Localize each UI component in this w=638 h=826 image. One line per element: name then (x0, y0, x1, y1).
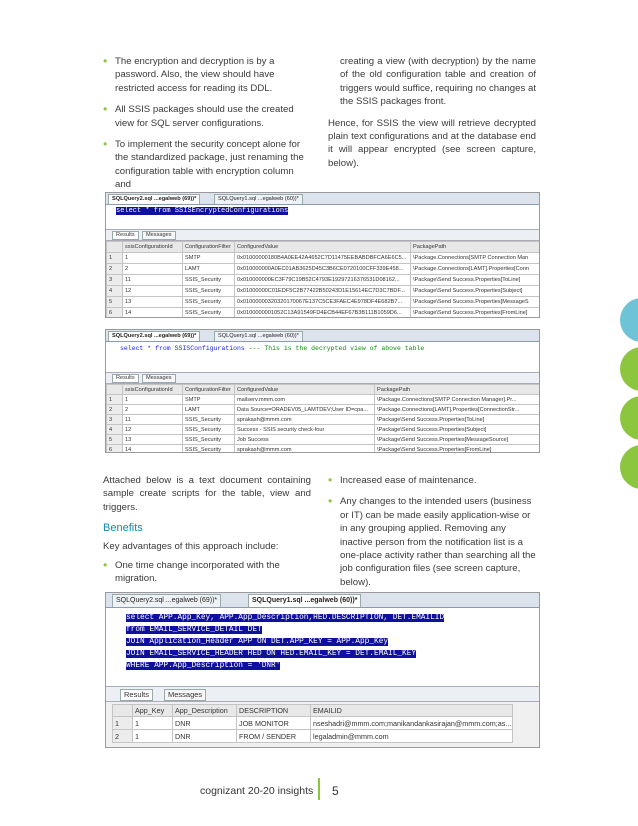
grid-cell[interactable]: 0x010000000EC3F79C19B52C4793E19297216376531D08162... (235, 275, 411, 286)
query-tabbar (106, 330, 539, 342)
results-grid (106, 384, 540, 453)
row-number: 2 (107, 264, 123, 275)
table-row[interactable] (107, 275, 540, 286)
grid-cell[interactable]: SMTP (183, 395, 235, 405)
results-grid (106, 241, 540, 318)
grid-cell[interactable]: \Package\Send Success.Properties[FromLine] (375, 445, 540, 454)
grid-cell[interactable]: \Package.Connections[SMTP Connection Manager].Pr... (375, 395, 540, 405)
sql-line: select * from SSISEncryptedConfigurations (116, 207, 289, 215)
grid-cell[interactable]: SSIS_Security (183, 445, 235, 454)
query-tabbar (106, 193, 539, 205)
row-number: 2 (107, 405, 123, 415)
grid-cell[interactable]: \Package\Send Success.Properties[Subject] (375, 425, 540, 435)
grid-cell[interactable]: 0x0100000001052C13A91549FD4ECB44EF67B3B111B1059D6... (235, 308, 411, 319)
grid-header[interactable]: EMAILID (311, 705, 513, 717)
sql-line: from EMAIL_SERVICE_DETAIL DET (126, 626, 262, 634)
grid-cell[interactable]: \Package\Send Success.Properties[ToLine] (411, 275, 540, 286)
row-number: 5 (107, 435, 123, 445)
grid-cell[interactable]: mailserv.mmm.com (235, 395, 375, 405)
grid-header[interactable]: PackagePath (411, 242, 540, 253)
grid-cell[interactable]: SSIS_Security (183, 308, 235, 319)
results-tab[interactable]: Results (112, 231, 139, 240)
bullet-ssis-view: • All SSIS packages should use the created view for SQL server configurations. (103, 103, 311, 130)
grid-cell[interactable]: FROM / SENDER (237, 730, 311, 743)
grid-cell[interactable]: 1 (123, 253, 183, 264)
tab-sqlquery2[interactable]: SQLQuery2.sql ...egalweb (69))* (112, 594, 221, 607)
row-number: 5 (107, 297, 123, 308)
grid-header[interactable]: DESCRIPTION (237, 705, 311, 717)
grid-cell[interactable]: 1 (133, 730, 173, 743)
row-number: 1 (107, 253, 123, 264)
table-row[interactable] (107, 297, 540, 308)
footer-brand: cognizant 20-20 insights (200, 785, 314, 797)
row-number: 6 (107, 445, 123, 454)
grid-cell[interactable]: DNR (173, 717, 237, 730)
table-row[interactable] (113, 717, 513, 730)
grid-cell[interactable]: LAMT (183, 405, 235, 415)
grid-header-rownum (107, 242, 123, 253)
grid-cell[interactable]: 12 (123, 425, 183, 435)
grid-cell[interactable]: 11 (123, 275, 183, 286)
side-circle-green-1 (620, 347, 638, 391)
table-row[interactable] (107, 264, 540, 275)
grid-cell[interactable]: 14 (123, 308, 183, 319)
footer-divider (318, 778, 320, 800)
tab-sqlquery2[interactable]: SQLQuery2.sql ...egalweb (69))* (108, 194, 200, 204)
attached-doc-paragraph: Attached below is a text document containing sample create scripts for the table, view and triggers. (103, 475, 311, 513)
top-left-column (103, 55, 311, 200)
grid-cell[interactable]: SSIS_Security (183, 286, 235, 297)
bullet-continuation: creating a view (with decryption) by the name of the old configuration table and creation of triggers would suffice, requiring no changes at the SSIS packages front. (340, 56, 536, 108)
ssis-view-paragraph: Hence, for SSIS the view will retrieve decrypted plain text configurations and at the database end it will appear encrypted (see screen capture, below). (328, 117, 536, 169)
results-tab[interactable]: Results (120, 689, 153, 701)
bullet-security-concept: • To implement the security concept alone for the standardized package, just renaming the configuration table with encryption column and (103, 138, 311, 192)
screenshot-decrypted-query (105, 329, 540, 453)
grid-cell[interactable]: 0x01000000180B4A0EE42A4652C7D11475EEBABDBFCA6E6C5... (235, 253, 411, 264)
grid-cell[interactable]: 2 (123, 264, 183, 275)
row-number: 1 (113, 717, 133, 730)
results-tabbar (106, 372, 539, 384)
bullet-ease-maintenance: • Increased ease of maintenance. (328, 474, 536, 487)
sql-line: select APP.App_Key, APP.App_Description,HED.DESCRIPTION, DET.EMAILID (126, 614, 445, 622)
grid-cell[interactable]: Job Success (235, 435, 375, 445)
grid-cell[interactable]: sprakash@mmm.com (235, 415, 375, 425)
messages-tab[interactable]: Messages (142, 231, 176, 240)
page-number: 5 (332, 784, 339, 798)
grid-cell[interactable]: 0x010000000A0EC01AB3625D45C3B6CE0720100CFF339E458... (235, 264, 411, 275)
table-row[interactable] (107, 308, 540, 319)
messages-tab[interactable]: Messages (164, 689, 206, 701)
grid-cell[interactable]: \Package\Send Success.Properties[Subject] (411, 286, 540, 297)
grid-cell[interactable]: nseshadri@mmm.com;manikandankasirajan@mmm.com;as... (311, 717, 513, 730)
grid-cell[interactable]: SSIS_Security (183, 425, 235, 435)
grid-cell[interactable]: 1 (123, 395, 183, 405)
table-row[interactable] (107, 425, 540, 435)
grid-cell[interactable]: DNR (173, 730, 237, 743)
row-number: 2 (113, 730, 133, 743)
row-number: 3 (107, 415, 123, 425)
grid-cell[interactable]: 12 (123, 286, 183, 297)
grid-header[interactable]: ssisConfigurationId (123, 242, 183, 253)
grid-cell[interactable]: 2 (123, 405, 183, 415)
bullet-one-time-change: • One time change incorporated with the migration. (103, 559, 311, 586)
row-number: 4 (107, 425, 123, 435)
bullet-user-changes: • Any changes to the intended users (business or IT) can be made easily application-wise or in any grouping applied. Removing any inactive person from the notification list is a one-place activity rather than searching all the job configuration files (see screen capture, below). (328, 495, 536, 589)
mid-right-column (328, 474, 536, 597)
grid-header[interactable]: ConfiguredValue (235, 385, 375, 395)
table-row[interactable] (107, 445, 540, 454)
benefits-heading: Benefits (103, 522, 143, 535)
bullet-encryption: • The encryption and decryption is by a password. Also, the view should have restricted access for reading its DDL. (103, 55, 311, 95)
table-row[interactable] (107, 395, 540, 405)
tab-sqlquery1[interactable]: SQLQuery1.sql ...egalweb (60))* (214, 194, 303, 204)
grid-cell[interactable]: SMTP (183, 253, 235, 264)
results-tabbar (106, 686, 539, 702)
grid-cell[interactable]: \Package\Send Success.Properties[MessageSource] (375, 435, 540, 445)
grid-cell[interactable]: \Package\Send Success.Properties[MessageS (411, 297, 540, 308)
query-tabbar (106, 593, 539, 608)
table-row[interactable] (107, 435, 540, 445)
grid-cell[interactable]: Success - SSIS security check-four (235, 425, 375, 435)
grid-cell[interactable]: SSIS_Security (183, 415, 235, 425)
grid-cell[interactable]: SSIS_Security (183, 435, 235, 445)
screenshot-encrypted-query (105, 192, 540, 318)
grid-header[interactable]: App_Description (173, 705, 237, 717)
row-number: 1 (107, 395, 123, 405)
table-row[interactable] (107, 253, 540, 264)
sql-editor[interactable] (106, 205, 539, 229)
grid-cell[interactable]: \Package\Send Success.Properties[ToLine] (375, 415, 540, 425)
grid-header[interactable]: ssisConfigurationId (123, 385, 183, 395)
row-number: 3 (107, 275, 123, 286)
grid-cell[interactable]: legaladmin@mmm.com (311, 730, 513, 743)
row-number: 4 (107, 286, 123, 297)
row-number: 6 (107, 308, 123, 319)
grid-cell[interactable]: 13 (123, 435, 183, 445)
grid-cell[interactable]: 0x01000000320320170067E137C5CE3FAEC4E978DF4E682B7... (235, 297, 411, 308)
tab-sqlquery2[interactable]: SQLQuery2.sql ...egalweb (69))* (108, 331, 200, 341)
side-circle-green-2 (620, 396, 638, 440)
side-circle-green-3 (620, 445, 638, 489)
results-grid (112, 704, 513, 743)
grid-cell[interactable]: \Package.Connections[LAMT].Properties[ConnectionStr... (375, 405, 540, 415)
sql-comment: --- This is the decrypted view of above table (248, 345, 425, 352)
table-row[interactable] (107, 405, 540, 415)
grid-cell[interactable]: SSIS_Security (183, 275, 235, 286)
grid-header[interactable]: ConfiguredValue (235, 242, 411, 253)
table-row[interactable] (107, 286, 540, 297)
grid-header[interactable]: ConfigurationFilter (183, 242, 235, 253)
grid-header-rownum (113, 705, 133, 717)
top-right-column (328, 55, 536, 178)
grid-header[interactable]: App_Key (133, 705, 173, 717)
grid-cell[interactable]: \Package\Send Success.Properties[FromLine] (411, 308, 540, 319)
grid-header[interactable]: ConfigurationFilter (183, 385, 235, 395)
grid-cell[interactable]: SSIS_Security (183, 297, 235, 308)
tab-sqlquery1[interactable]: SQLQuery1.sql ...egalweb (60))* (248, 594, 361, 607)
grid-cell[interactable]: 14 (123, 445, 183, 454)
grid-cell[interactable]: LAMT (183, 264, 235, 275)
table-row[interactable] (113, 730, 513, 743)
results-tab[interactable]: Results (112, 374, 139, 383)
results-tabbar (106, 229, 539, 241)
messages-tab[interactable]: Messages (142, 374, 176, 383)
grid-cell[interactable]: \Package.Connections[SMTP Connection Man (411, 253, 540, 264)
tab-sqlquery1[interactable]: SQLQuery1.sql ...egalweb (60))* (214, 331, 303, 341)
side-circle-blue (620, 298, 638, 342)
table-row[interactable] (107, 415, 540, 425)
sql-line: JOIN Application_Header APP ON DET.APP_KEY = APP.App_Key (126, 638, 389, 646)
grid-cell[interactable]: 0x01000000C01EDF5C2B77422B50243D1E15614EC7D3C7BDF... (235, 286, 411, 297)
sql-editor[interactable] (106, 342, 539, 372)
sql-line: WHERE APP.App_Description = 'DNR' (126, 662, 281, 670)
sql-editor[interactable] (106, 608, 539, 686)
screenshot-email-service-query (105, 592, 540, 748)
grid-header-rownum (107, 385, 123, 395)
grid-cell[interactable]: Data Source=ORADEV05_LAMTDEV;User ID=cpa... (235, 405, 375, 415)
grid-cell[interactable]: sprakash@mmm.com (235, 445, 375, 454)
grid-header[interactable]: PackagePath (375, 385, 540, 395)
sql-code: select * from SSISConfigurations (120, 345, 245, 352)
grid-cell[interactable]: 1 (133, 717, 173, 730)
grid-cell[interactable]: JOB MONITOR (237, 717, 311, 730)
sql-line: JOIN EMAIL_SERVICE_HEADER HED ON HED.EMAIL_KEY = DET.EMAIL_KEY (126, 650, 417, 658)
grid-cell[interactable]: \Package.Connections[LAMT].Properties[Conn (411, 264, 540, 275)
grid-cell[interactable]: 13 (123, 297, 183, 308)
mid-left-column (103, 474, 311, 594)
grid-cell[interactable]: 11 (123, 415, 183, 425)
benefits-intro: Key advantages of this approach include: (103, 540, 279, 552)
